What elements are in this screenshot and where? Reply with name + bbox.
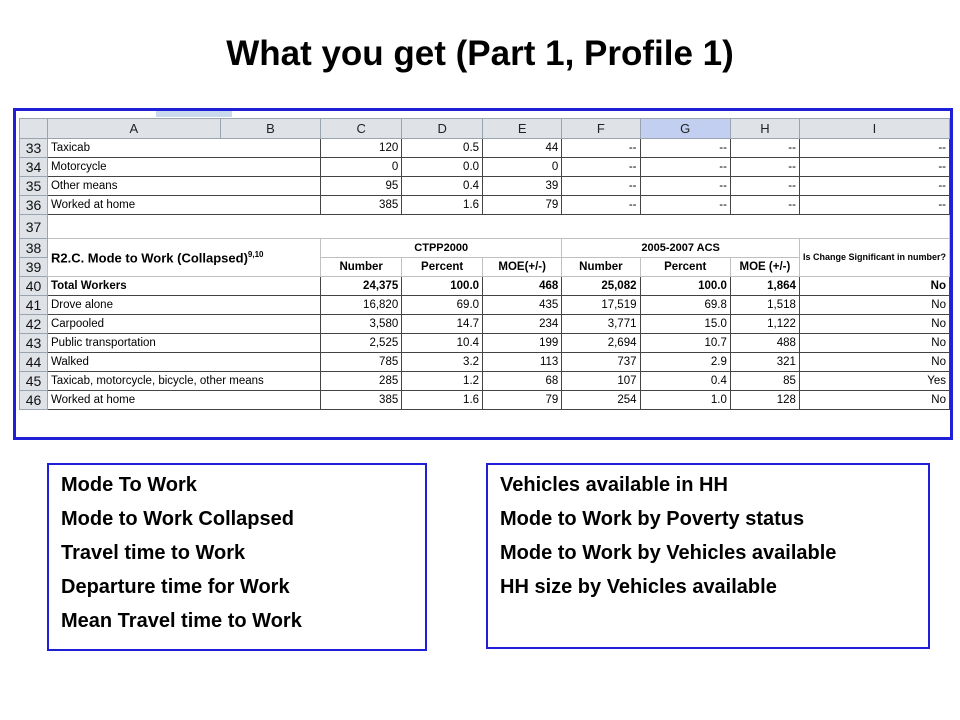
cell-h: -- [730, 196, 799, 215]
cell-f: 3,771 [562, 315, 640, 334]
cell-g: 69.8 [640, 296, 730, 315]
sub-header: MOE(+/-) [483, 258, 562, 277]
cell-d: 3.2 [402, 353, 483, 372]
row-number[interactable]: 34 [20, 158, 48, 177]
cell-e: 79 [483, 196, 562, 215]
row-label: Worked at home [47, 391, 320, 410]
significance-header: Is Change Significant in number? [799, 239, 949, 277]
row-number[interactable]: 45 [20, 372, 48, 391]
cell-f: 107 [562, 372, 640, 391]
cell-f: 25,082 [562, 277, 640, 296]
table-row [20, 158, 950, 177]
row-label: Walked [47, 353, 320, 372]
row-label: Other means [47, 177, 320, 196]
section-title-footnote: 9,10 [247, 249, 264, 259]
row-label: Carpooled [47, 315, 320, 334]
column-header-i[interactable]: I [799, 119, 949, 139]
sub-header: MOE (+/-) [730, 258, 799, 277]
cell-e: 435 [483, 296, 562, 315]
spreadsheet-screenshot [13, 108, 953, 440]
row-number[interactable]: 43 [20, 334, 48, 353]
row-label: Motorcycle [47, 158, 320, 177]
cell-h: 1,518 [730, 296, 799, 315]
cell-g: -- [640, 139, 730, 158]
left-topics-box [47, 463, 427, 651]
table-row [20, 177, 950, 196]
cell-i: -- [799, 139, 949, 158]
cell-f: 17,519 [562, 296, 640, 315]
cell-f: 737 [562, 353, 640, 372]
cell-d: 10.4 [402, 334, 483, 353]
sub-header: Number [321, 258, 402, 277]
cell-g: 2.9 [640, 353, 730, 372]
cell-i: No [799, 334, 949, 353]
cell-g: -- [640, 177, 730, 196]
row-number[interactable]: 35 [20, 177, 48, 196]
cell-e: 68 [483, 372, 562, 391]
cell-h: 321 [730, 353, 799, 372]
row-label: Total Workers [47, 277, 320, 296]
row-number[interactable]: 37 [20, 215, 48, 239]
column-header-d[interactable]: D [402, 119, 483, 139]
cell-g: -- [640, 158, 730, 177]
blank-cell [47, 215, 949, 239]
group-header-ctpp2000: CTPP2000 [321, 239, 562, 258]
column-header-h[interactable]: H [730, 119, 799, 139]
row-label: Taxicab, motorcycle, bicycle, other means [47, 372, 320, 391]
cell-h: 488 [730, 334, 799, 353]
table-header-row-1 [20, 239, 950, 258]
cell-c: 385 [321, 196, 402, 215]
right-topic-item: Vehicles available in HH [500, 474, 728, 496]
cell-e: 234 [483, 315, 562, 334]
right-topic-item: HH size by Vehicles available [500, 576, 777, 598]
cell-h: 1,864 [730, 277, 799, 296]
cell-c: 95 [321, 177, 402, 196]
sub-header: Number [562, 258, 640, 277]
cell-e: 113 [483, 353, 562, 372]
column-header-e[interactable]: E [483, 119, 562, 139]
column-header-a[interactable]: A [47, 119, 220, 139]
column-header-row [20, 119, 950, 139]
row-number[interactable]: 40 [20, 277, 48, 296]
section-title-text: R2.C. Mode to Work (Collapsed) [50, 250, 248, 266]
left-topic-item: Mode to Work Collapsed [61, 508, 294, 530]
table-row [20, 391, 950, 410]
cell-d: 0.5 [402, 139, 483, 158]
cell-e: 0 [483, 158, 562, 177]
cell-f: 2,694 [562, 334, 640, 353]
row-number[interactable]: 42 [20, 315, 48, 334]
cell-h: 85 [730, 372, 799, 391]
right-topics-list [500, 473, 916, 599]
cell-c: 16,820 [321, 296, 402, 315]
table-row [20, 277, 950, 296]
row-label: Worked at home [47, 196, 320, 215]
cell-e: 44 [483, 139, 562, 158]
cell-c: 0 [321, 158, 402, 177]
row-number[interactable]: 41 [20, 296, 48, 315]
table-row [20, 315, 950, 334]
cell-g: 0.4 [640, 372, 730, 391]
cell-e: 39 [483, 177, 562, 196]
cell-c: 2,525 [321, 334, 402, 353]
cell-d: 14.7 [402, 315, 483, 334]
cell-c: 3,580 [321, 315, 402, 334]
cell-i: -- [799, 196, 949, 215]
cell-g: 10.7 [640, 334, 730, 353]
cell-c: 385 [321, 391, 402, 410]
cell-e: 199 [483, 334, 562, 353]
cell-c: 285 [321, 372, 402, 391]
row-number[interactable]: 36 [20, 196, 48, 215]
right-topics-box [486, 463, 930, 649]
row-number[interactable]: 39 [20, 258, 48, 277]
slide-title: What you get (Part 1, Profile 1) [226, 34, 734, 73]
cell-e: 79 [483, 391, 562, 410]
cell-g: 100.0 [640, 277, 730, 296]
cell-h: -- [730, 139, 799, 158]
right-topic-item: Mode to Work by Poverty status [500, 508, 805, 530]
cell-d: 0.0 [402, 158, 483, 177]
row-number[interactable]: 38 [20, 239, 48, 258]
cell-f: 254 [562, 391, 640, 410]
blank-row [20, 215, 950, 239]
table-row [20, 196, 950, 215]
cell-h: -- [730, 158, 799, 177]
left-topic-item: Travel time to Work [61, 542, 246, 564]
cell-e: 468 [483, 277, 562, 296]
row-label: Drove alone [47, 296, 320, 315]
cell-f: -- [562, 177, 640, 196]
cell-g: -- [640, 196, 730, 215]
table-row [20, 334, 950, 353]
column-header-f[interactable]: F [562, 119, 640, 139]
left-topic-item: Mean Travel time to Work [61, 610, 302, 632]
table-row [20, 372, 950, 391]
cell-f: -- [562, 139, 640, 158]
cell-h: -- [730, 177, 799, 196]
row-number[interactable]: 44 [20, 353, 48, 372]
column-header-b[interactable]: B [220, 119, 320, 139]
row-number[interactable]: 46 [20, 391, 48, 410]
left-topic-item: Mode To Work [61, 474, 197, 496]
cell-c: 785 [321, 353, 402, 372]
section-title [47, 239, 320, 277]
cell-d: 1.2 [402, 372, 483, 391]
cell-i: -- [799, 158, 949, 177]
left-topic-item: Departure time for Work [61, 576, 290, 598]
cell-i: No [799, 277, 949, 296]
cell-c: 24,375 [321, 277, 402, 296]
sub-header: Percent [640, 258, 730, 277]
row-label: Taxicab [47, 139, 320, 158]
table-row [20, 296, 950, 315]
table-row [20, 353, 950, 372]
cell-f: -- [562, 196, 640, 215]
cell-d: 100.0 [402, 277, 483, 296]
sub-header: Percent [402, 258, 483, 277]
column-header-c[interactable]: C [321, 119, 402, 139]
cell-h: 128 [730, 391, 799, 410]
cell-i: No [799, 391, 949, 410]
table-row [20, 139, 950, 158]
cell-i: Yes [799, 372, 949, 391]
cell-d: 1.6 [402, 196, 483, 215]
cell-i: No [799, 353, 949, 372]
column-header-g[interactable]: G [640, 119, 730, 139]
cell-f: -- [562, 158, 640, 177]
sheet-tab-strip [156, 111, 232, 117]
cell-g: 15.0 [640, 315, 730, 334]
left-topics-list [61, 473, 413, 633]
cell-h: 1,122 [730, 315, 799, 334]
corner-cell [20, 119, 48, 139]
cell-d: 69.0 [402, 296, 483, 315]
cell-d: 1.6 [402, 391, 483, 410]
cell-i: No [799, 296, 949, 315]
group-header-acs: 2005-2007 ACS [562, 239, 800, 258]
spreadsheet-table [19, 118, 950, 410]
cell-c: 120 [321, 139, 402, 158]
cell-d: 0.4 [402, 177, 483, 196]
cell-i: -- [799, 177, 949, 196]
right-topic-item: Mode to Work by Vehicles available [500, 542, 837, 564]
row-number[interactable]: 33 [20, 139, 48, 158]
cell-i: No [799, 315, 949, 334]
cell-g: 1.0 [640, 391, 730, 410]
row-label: Public transportation [47, 334, 320, 353]
